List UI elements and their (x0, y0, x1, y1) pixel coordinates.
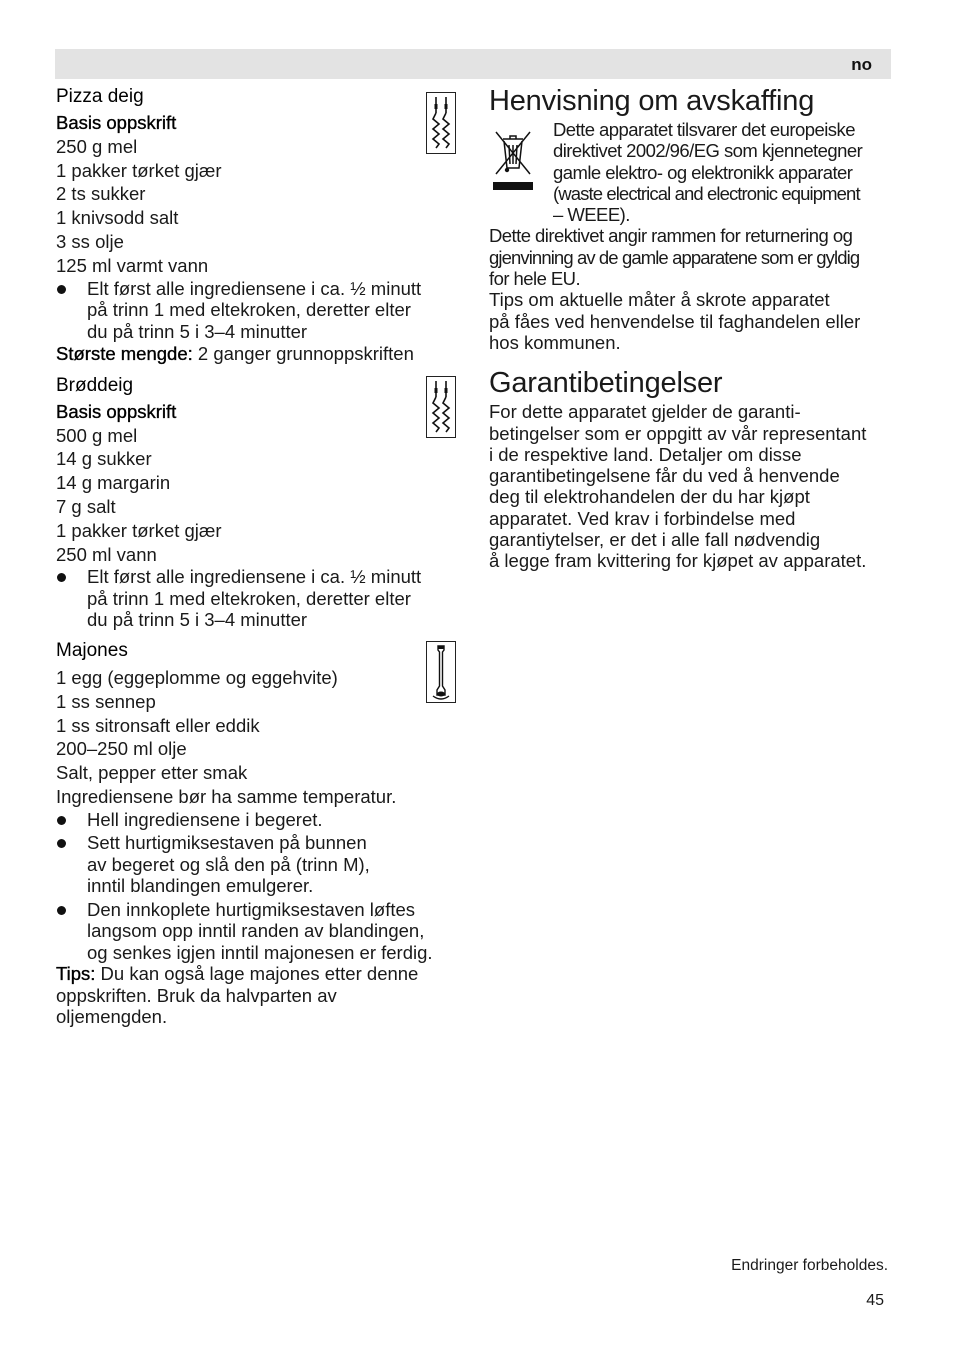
page-number: 45 (866, 1292, 884, 1309)
bullet-line: og senkes igjen inntil majonesen er ferdig. (87, 941, 433, 963)
ingredient: 1 knivsodd salt (56, 207, 179, 229)
tips-text: oljemengden. (56, 1006, 168, 1028)
warranty-text (489, 401, 893, 571)
footer-note: Endringer forbeholdes. (731, 1257, 888, 1274)
ingredient: 125 ml varmt vann (56, 254, 209, 276)
instruction-bullet (56, 278, 456, 343)
ingredient: 14 g sukker (56, 448, 152, 470)
bullet-dot (57, 816, 66, 825)
ingredient: 250 g mel (56, 135, 138, 157)
weee-line: gamle elektro- og elektronikk apparater (553, 161, 853, 183)
bullet-line: Elt først alle ingrediensene i ca. ½ minutt (87, 277, 422, 299)
pizza-section (56, 85, 456, 366)
mayonnaise-section (56, 639, 456, 1028)
warranty-line: betingelser som er oppgitt av vår representant (489, 422, 867, 444)
kneading-hooks-icon (426, 92, 456, 154)
bullet-line: på trinn 1 med eltekroken, deretter elter (87, 299, 411, 321)
max-value: 2 ganger grunnoppskriften (192, 343, 414, 365)
ingredient: 7 g salt (56, 496, 116, 518)
bullet-line: langsom opp inntil randen av blandingen, (87, 920, 425, 942)
bread-section (56, 374, 456, 631)
warranty-line: i de respektive land. Detaljer om disse (489, 443, 802, 465)
bullet-line: av begeret og slå den på (trinn M), (87, 853, 370, 875)
weee-line: – WEEE). (553, 204, 630, 226)
bullet-line: Den innkoplete hurtigmiksestaven løftes (87, 898, 416, 920)
bullet-line: Hell ingrediensene i begeret. (87, 808, 323, 830)
warranty-heading: Garantibetingelser (489, 367, 723, 400)
section-title: Majones (56, 639, 128, 661)
ingredient: 1 pakker tørket gjær (56, 519, 222, 541)
directive-line: for hele EU. (489, 268, 581, 290)
bullet-line: inntil blandingen emulgerer. (87, 875, 314, 897)
warranty-line: apparatet. Ved krav i forbindelse med (489, 507, 796, 529)
crossed-bin-icon (489, 127, 537, 197)
ingredient: 1 ss sennep (56, 690, 156, 712)
bullet-line: på trinn 1 med eltekroken, deretter elter (87, 587, 411, 609)
bullet-line: du på trinn 5 i 3–4 minutter (87, 609, 308, 631)
bullet-line: Elt først alle ingrediensene i ca. ½ minutt (87, 566, 422, 588)
tips-line: Tips om aktuelle måter å skrote apparatet (489, 289, 830, 311)
ingredient: Salt, pepper etter smak (56, 762, 248, 784)
ingredient: 200–250 ml olje (56, 738, 187, 760)
ingredient: 250 ml vann (56, 543, 157, 565)
blender-attachment-icon (426, 641, 456, 703)
ingredient: 1 egg (eggeplomme og eggehvite) (56, 666, 338, 688)
note: Ingrediensene bør ha samme temperatur. (56, 785, 397, 807)
instruction-bullet (56, 832, 456, 897)
warranty-line: For dette apparatet gjelder de garanti- (489, 401, 801, 423)
left-column (56, 85, 456, 1028)
ingredient: 2 ts sukker (56, 183, 146, 205)
weee-line: Dette apparatet tilsvarer det europeiske (553, 119, 855, 140)
section-subtitle: Basis oppskrift (56, 400, 177, 422)
instruction-bullet (56, 809, 456, 831)
kneading-hooks-icon (426, 376, 456, 438)
tips-text: oppskriften. Bruk da halvparten av (56, 984, 337, 1006)
ingredient: 14 g margarin (56, 472, 171, 494)
disposal-heading: Henvisning om avskaffing (489, 85, 815, 117)
weee-block (489, 119, 893, 225)
bullet-dot (57, 573, 66, 582)
instruction-bullet (56, 899, 456, 964)
directive-line: gjenvinning av de gamle apparatene som er gyldig (489, 246, 860, 268)
ingredient: 1 pakker tørket gjær (56, 159, 222, 181)
bullet-dot (57, 285, 66, 294)
section-title: Brøddeig (56, 374, 134, 396)
ingredient: 1 ss sitronsaft eller eddik (56, 714, 260, 736)
warranty-line: garantiytelser, er det i alle fall nødvendig (489, 529, 821, 551)
warranty-line: garantibetingelsene får du ved å henvende (489, 465, 840, 487)
section-subtitle: Basis oppskrift (56, 112, 177, 133)
max-quantity (56, 342, 456, 366)
weee-line: (waste electrical and electronic equipment (553, 182, 860, 204)
tips-label: Tips: (56, 963, 96, 985)
right-column (489, 85, 893, 572)
tips-text: Du kan også lage majones etter denne (95, 963, 419, 985)
ingredient: 3 ss olje (56, 230, 124, 252)
ingredient: 500 g mel (56, 424, 138, 446)
instruction-bullet (56, 566, 456, 631)
warranty-line: deg til elektrohandelen der du har kjøpt (489, 486, 810, 508)
tips-line: hos kommunen. (489, 331, 621, 353)
language-code: no (851, 55, 872, 74)
max-label: Største mengde: (56, 343, 193, 365)
bullet-line: du på trinn 5 i 3–4 minutter (87, 320, 308, 342)
directive-line: Dette direktivet angir rammen for returnering og (489, 225, 853, 247)
weee-line: direktivet 2002/96/EG som kjennetegner (553, 140, 863, 162)
section-title: Pizza deig (56, 86, 144, 107)
bullet-dot (57, 906, 66, 915)
tips-paragraph (56, 963, 456, 1028)
bullet-dot (57, 839, 66, 848)
warranty-line: å legge fram kvittering for kjøpet av apparatet. (489, 550, 867, 572)
header-bar (55, 49, 891, 79)
tips-line: på fåes ved henvendelse til faghandelen eller (489, 310, 861, 332)
bullet-line: Sett hurtigmiksestaven på bunnen (87, 832, 367, 854)
